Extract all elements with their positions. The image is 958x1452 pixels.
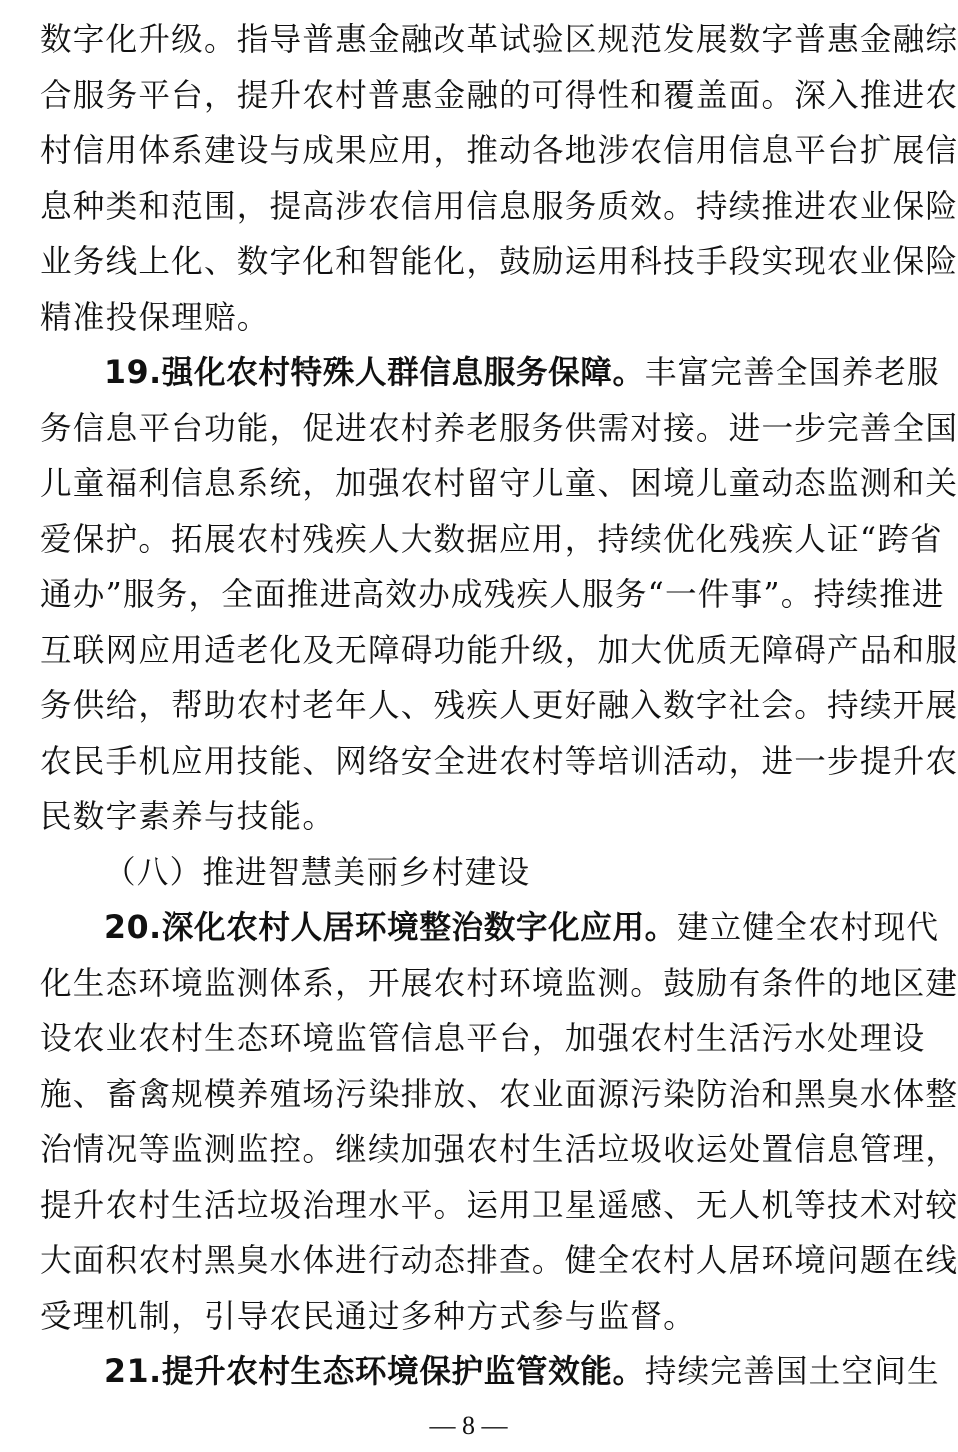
text-line: 数字化升级。指导普惠金融改革试验区规范发展数字普惠金融综 — [40, 22, 958, 58]
text-line: 息种类和范围，提高涉农信用信息服务质效。持续推进农业保险 — [40, 189, 958, 225]
text-line: 提升农村生活垃圾治理水平。运用卫星遥感、无人机等技术对较 — [40, 1188, 958, 1224]
text-line: 业务线上化、数字化和智能化，鼓励运用科技手段实现农业保险 — [40, 244, 958, 280]
text-line: 施、畜禽规模养殖场污染排放、农业面源污染防治和黑臭水体整 — [40, 1077, 958, 1113]
text-line: 设农业农村生态环境监管信息平台，加强农村生活污水处理设 — [40, 1021, 926, 1057]
text-line: 治情况等监测监控。继续加强农村生活垃圾收运处置信息管理， — [40, 1132, 958, 1168]
item-20-first-line: 20.深化农村人居环境整治数字化应用。建立健全农村现代 — [104, 910, 940, 946]
item-21-heading: 21.提升农村生态环境保护监管效能。 — [104, 1354, 645, 1390]
page-number: — 8 — — [429, 1411, 508, 1440]
item-19-first-line: 19.强化农村特殊人群信息服务保障。丰富完善全国养老服 — [104, 355, 940, 391]
text-line: 通办”服务，全面推进高效办成残疾人服务“一件事”。持续推进 — [40, 577, 945, 613]
item-19-heading: 19.强化农村特殊人群信息服务保障。 — [104, 355, 645, 391]
text-line: 合服务平台，提升农村普惠金融的可得性和覆盖面。深入推进农 — [40, 78, 958, 114]
text-line: 务信息平台功能，促进农村养老服务供需对接。进一步完善全国 — [40, 411, 958, 447]
text-line: 农民手机应用技能、网络安全进农村等培训活动，进一步提升农 — [40, 744, 958, 780]
text-line: 大面积农村黑臭水体进行动态排查。健全农村人居环境问题在线 — [40, 1243, 958, 1279]
text-line: 化生态环境监测体系，开展农村环境监测。鼓励有条件的地区建 — [40, 966, 958, 1002]
text-line: 爱保护。拓展农村残疾人大数据应用，持续优化残疾人证“跨省 — [40, 522, 943, 558]
text-line: 受理机制，引导农民通过多种方式参与监督。 — [40, 1299, 696, 1335]
text-line: 村信用体系建设与成果应用，推动各地涉农信用信息平台扩展信 — [40, 133, 958, 169]
text-line: 务供给，帮助农村老年人、残疾人更好融入数字社会。持续开展 — [40, 688, 958, 724]
item-20-heading: 20.深化农村人居环境整治数字化应用。 — [104, 910, 677, 946]
item-21-first-line: 21.提升农村生态环境保护监管效能。持续完善国土空间生 — [104, 1354, 940, 1390]
text-line: 精准投保理赔。 — [40, 300, 270, 336]
text-line: 互联网应用适老化及无障碍功能升级，加大优质无障碍产品和服 — [40, 633, 958, 669]
section-heading: （八）推进智慧美丽乡村建设 — [104, 855, 531, 891]
text-line: 民数字素养与技能。 — [40, 799, 336, 835]
text-line: 儿童福利信息系统，加强农村留守儿童、困境儿童动态监测和关 — [40, 466, 958, 502]
